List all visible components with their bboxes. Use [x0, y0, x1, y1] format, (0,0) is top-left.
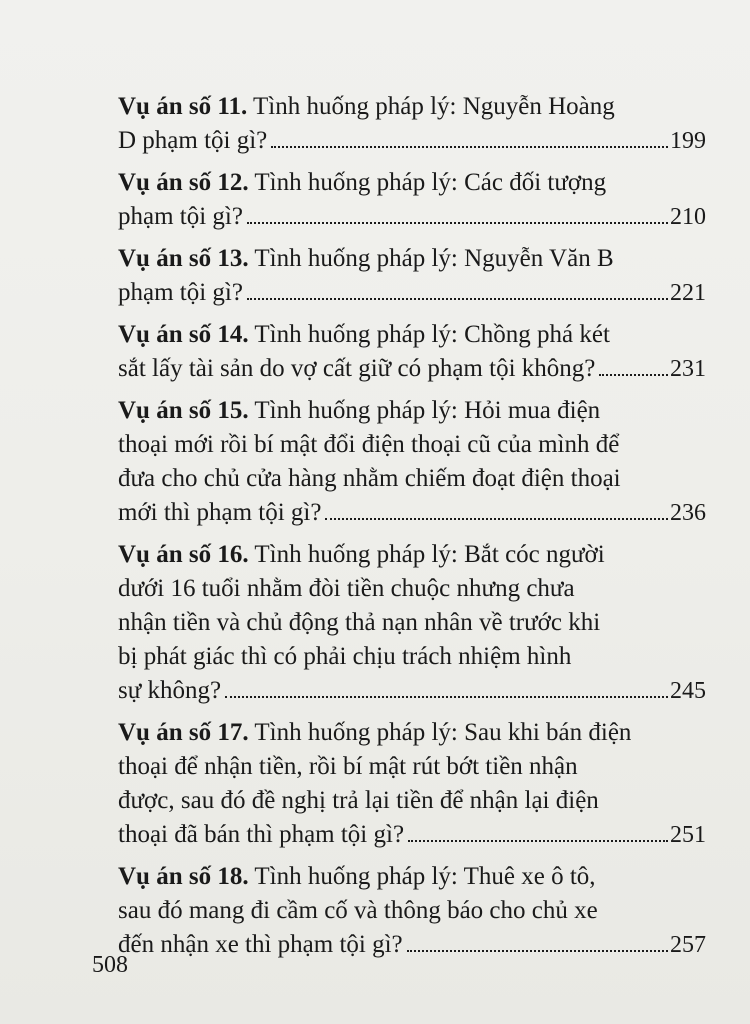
- dot-leader: [407, 950, 668, 952]
- entry-title-text: D phạm tội gì?: [118, 127, 268, 154]
- case-number: Vụ án số 17.: [118, 719, 249, 746]
- dot-leader: [271, 146, 668, 148]
- toc-entry-lastline: [118, 496, 706, 530]
- toc-entry-line: [118, 572, 706, 606]
- toc-entry: [118, 394, 706, 530]
- toc-entry: [118, 242, 706, 310]
- toc-entry-line: [118, 716, 706, 750]
- entry-page-number: 210: [670, 204, 706, 230]
- entry-page-number: 245: [670, 678, 706, 704]
- toc-entry-line: [118, 462, 706, 496]
- toc-entry: [118, 166, 706, 234]
- entry-page-number: 236: [670, 500, 706, 526]
- toc-entry: [118, 860, 706, 962]
- entry-title-text: được, sau đó đề nghị trả lại tiền để nhận lại điện: [118, 787, 599, 814]
- toc-entry-lastline: [118, 674, 706, 708]
- entry-title-text: Tình huống pháp lý: Nguyễn Hoàng: [247, 93, 615, 120]
- case-number: Vụ án số 15.: [118, 397, 249, 424]
- entry-title-text: Tình huống pháp lý: Hỏi mua điện: [248, 397, 601, 424]
- case-number: Vụ án số 18.: [118, 863, 249, 890]
- entry-title-text: Tình huống pháp lý: Chồng phá két: [248, 321, 610, 348]
- toc-entry-lastline: [118, 928, 706, 962]
- entry-page-number: 231: [670, 356, 706, 382]
- toc-entry-line: [118, 538, 706, 572]
- case-number: Vụ án số 16.: [118, 541, 249, 568]
- dot-leader: [247, 298, 668, 300]
- toc-entry-line: [118, 394, 706, 428]
- toc-entry: [118, 716, 706, 852]
- entry-page-number: 199: [670, 128, 706, 154]
- entry-page-number: 221: [670, 280, 706, 306]
- dot-leader: [325, 518, 668, 520]
- toc-entry-line: [118, 428, 706, 462]
- entry-title-text: sắt lấy tài sản do vợ cất giữ có phạm tội không?: [118, 355, 596, 382]
- entry-page-number: 257: [670, 932, 706, 958]
- table-of-contents: [118, 90, 706, 970]
- entry-title-text: đến nhận xe thì phạm tội gì?: [118, 931, 403, 958]
- entry-title-text: sự không?: [118, 677, 222, 704]
- entry-page-number: 251: [670, 822, 706, 848]
- entry-title-text: phạm tội gì?: [118, 279, 243, 306]
- dot-leader: [247, 222, 668, 224]
- entry-title-text: dưới 16 tuổi nhằm đòi tiền chuộc nhưng chưa: [118, 575, 575, 602]
- toc-entry-line: [118, 90, 706, 124]
- entry-title-text: bị phát giác thì có phải chịu trách nhiệm hình: [118, 643, 572, 670]
- toc-entry-line: [118, 640, 706, 674]
- entry-title-text: Tình huống pháp lý: Bắt cóc người: [248, 541, 605, 568]
- toc-entry-line: [118, 750, 706, 784]
- entry-title-text: thoại đã bán thì phạm tội gì?: [118, 821, 405, 848]
- case-number: Vụ án số 12.: [118, 169, 249, 196]
- toc-entry-line: [118, 606, 706, 640]
- entry-title-text: thoại mới rồi bí mật đổi điện thoại cũ của mình để: [118, 431, 620, 458]
- entry-title-text: mới thì phạm tội gì?: [118, 499, 322, 526]
- toc-entry: [118, 90, 706, 158]
- toc-entry-lastline: [118, 818, 706, 852]
- dot-leader: [225, 696, 668, 698]
- entry-title-text: nhận tiền và chủ động thả nạn nhân về trước khi: [118, 609, 601, 636]
- case-number: Vụ án số 11.: [118, 93, 248, 120]
- case-number: Vụ án số 14.: [118, 321, 249, 348]
- toc-entry-lastline: [118, 276, 706, 310]
- entry-title-text: đưa cho chủ cửa hàng nhằm chiếm đoạt điện thoại: [118, 465, 621, 492]
- toc-entry-line: [118, 318, 706, 352]
- page-number: 508: [92, 952, 128, 978]
- toc-entry-lastline: [118, 352, 706, 386]
- entry-title-text: Tình huống pháp lý: Nguyễn Văn B: [248, 245, 614, 272]
- toc-entry-line: [118, 860, 706, 894]
- toc-entry-lastline: [118, 200, 706, 234]
- dot-leader: [408, 840, 668, 842]
- toc-entry-line: [118, 784, 706, 818]
- entry-title-text: Tình huống pháp lý: Sau khi bán điện: [248, 719, 632, 746]
- toc-entry: [118, 538, 706, 708]
- entry-title-text: Tình huống pháp lý: Thuê xe ô tô,: [248, 863, 596, 890]
- toc-entry: [118, 318, 706, 386]
- dot-leader: [599, 374, 668, 376]
- case-number: Vụ án số 13.: [118, 245, 249, 272]
- toc-entry-line: [118, 242, 706, 276]
- toc-entry-line: [118, 166, 706, 200]
- entry-title-text: Tình huống pháp lý: Các đối tượng: [248, 169, 607, 196]
- toc-entry-line: [118, 894, 706, 928]
- toc-entry-lastline: [118, 124, 706, 158]
- entry-title-text: sau đó mang đi cầm cố và thông báo cho chủ xe: [118, 897, 598, 924]
- entry-title-text: thoại để nhận tiền, rồi bí mật rút bớt tiền nhận: [118, 753, 578, 780]
- entry-title-text: phạm tội gì?: [118, 203, 243, 230]
